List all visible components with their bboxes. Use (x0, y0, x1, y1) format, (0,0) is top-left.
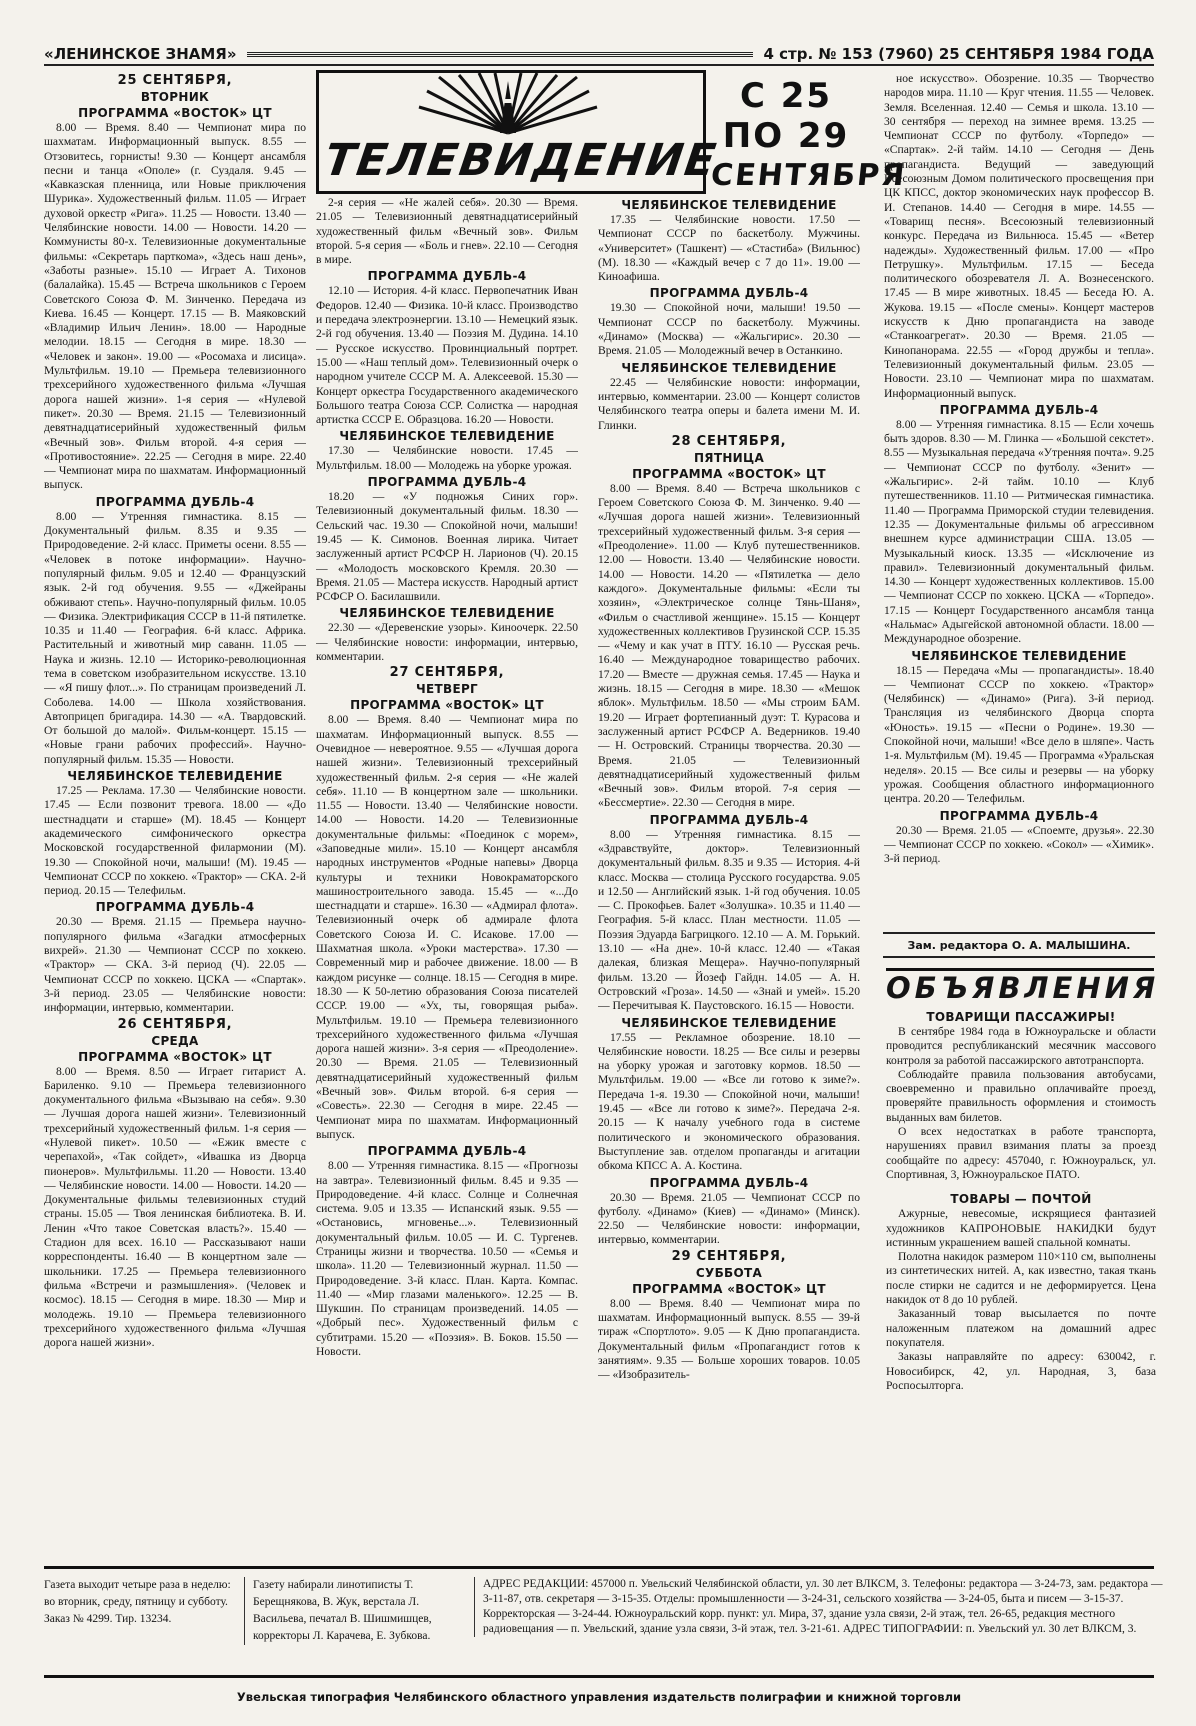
tv-logo-box (316, 70, 721, 194)
dates-range: С 25 ПО 29 (722, 76, 850, 156)
program-heading: ПРОГРАММА «ВОСТОК» ЦТ (78, 106, 272, 120)
weekday-heading: СУББОТА (695, 1265, 763, 1280)
masthead (44, 44, 1154, 66)
program-listing: 20.30 — Время. 21.15 — Премьера научно-популярного фильма «Загадки атмосферных вихрей». 21.30 — Чемпионат СССР по хоккею. «Трактор» — СКА. 3-й период (Ч). 22.05 — Чемпионат СССР по хоккею. ЦСКА — «Спартак». 3-й период. 23.05 — Челябинские новости: информации, интервью, комментарии. (44, 915, 306, 1015)
week-dates (709, 76, 909, 196)
program-heading: ПРОГРАММА «ВОСТОК» ЦТ (632, 1281, 826, 1296)
ad-text: Соблюдайте правила пользования автобусами, своевременно и правильно оплачивайте проезд, проверяйте правильность оформления и стоимость выданных вам билетов. (886, 1067, 1156, 1124)
program-heading: ЧЕЛЯБИНСКОЕ ТЕЛЕВИДЕНИЕ (339, 429, 555, 444)
masthead-rule (247, 52, 754, 57)
program-listing: 22.45 — Челябинские новости: информации, интервью, комментарии. 23.00 — Концерт солистов Челябинского театра оперы и балета имени М. И. Глинки. (598, 375, 860, 432)
publication-info: Газета выходит четыре раза в неделю: во вторник, среду, пятницу и субботу. Заказ № 4299. Тир. 13234. (44, 1579, 231, 1625)
day-heading: 25 СЕНТЯБРЯ, (117, 73, 233, 88)
ad-text: Заказы направляйте по адресу: 630042, г. Новосибирск, 42, ул. Народная, 3, база Роспосылторга. (886, 1350, 1156, 1392)
program-heading: ЧЕЛЯБИНСКОЕ ТЕЛЕВИДЕНИЕ (621, 1015, 837, 1030)
program-listing: 8.00 — Время. 8.40 — Чемпионат мира по шахматам. Информационный выпуск. 8.55 — Очевидное — невероятное. 9.55 — «Лучшая дорога нашей жизни». Телевизионный трехсерийный художественный фильм. 2-я серия — «Не жалей себя». 11.10 — В концертном зале — школьники. 11.55 — Новости. 13.40 — Челябинские новости. 14.00 — Новости. 14.20 — Телевизионные документальные фильмы: «Поединок с морем», «Заповедные мили». 15.10 — Концерт ансамбля народных инструментов «Родные напевы» Дворца культуры и техники Новокраматорского машиностроительного завода. 15.45 — «...До шестнадцати и старше». 16.30 — «Адмирал флота». Телевизионный очерк об адмирале флота Советского Союза И. С. Исакове. 17.00 — Шахматная школа. «Уроки мастерства». 17.30 — Современный мир и рабочее движение. 18.00 — В каждом рисунке — солнце. 18.15 — Сегодня в мире. 18.30 — К 50-летию образования Союза писателей СССР. 19.00 — «Ух, ты, говорящая рыба». Мультфильм. 19.10 — Премьера телевизионного трехсерийного художественного фильма «Лучшая дорога нашей жизни». 3-я серия — «Преодоление». 20.30 — Время. 21.05 — Телевизионный девятнадцатисерийный художественный фильм «Вечный зов». Фильм второй. 6-я серия — «Совесть». 22.30 — Сегодня в мире. 22.45 — Чемпионат мира по шахматам. Информационный выпуск. (316, 713, 578, 1141)
program-heading: ЧЕЛЯБИНСКОЕ ТЕЛЕВИДЕНИЕ (621, 198, 837, 212)
program-listing: 8.00 — Утренняя гимнастика. 8.15 — «Прогнозы на завтра». Телевизионный фильм. 8.45 и 9.35 — Природоведение. 4-й класс. Солнце и Солнечная система. 9.05 и 13.35 — Испанский язык. 9.55 — «Остановись, мгновенье...». Телевизионный документальный фильм. 10.05 — И. С. Тургенев. Страницы жизни и творчества. 10.50 — «Семья и школа». 11.20 — Телевизионный журнал. 11.50 — Природоведение. 3-й класс. План. Карта. Компас. 11.40 — «Мир глазами маленького». 12.25 — В. Шукшин. По страницам произведений. 14.05 — «Добрый пес». Художественный фильм с субтитрами. 15.20 — «Поэзия». В. Боков. 15.50 — Новости. (316, 1159, 578, 1359)
program-heading: ПРОГРАММА ДУБЛЬ-4 (649, 812, 809, 827)
ad-text: Заказанный товар высылается по почте наложенным платежом на домашний адрес покупателя. (886, 1307, 1156, 1349)
program-listing: 8.00 — Время. 8.40 — Чемпионат мира по шахматам. Информационный выпуск. 8.55 — 39-й тираж «Спортлото». 9.05 — К Дню пропагандиста. Документальный фильм «Пропагандист готов к занятиям». 9.35 — Больше хороших товаров. 10.05 — «Изобразитель- (598, 1296, 860, 1382)
program-listing: 18.15 — Передача «Мы — пропагандисты». 18.40 — Чемпионат СССР по хоккею. «Трактор» (Челябинск) — «Динамо» (Рига). 3-й период. Трансляция из челябинского Дворца спорта «Юность». 19.15 — «Песни о Родине». 19.30 — Спокойной ночи, малыши! «Все дело в шляпе». Часть 1-я. Мультфильм (М). 19.45 — Программа «Уральская неделя». 20.15 — Все силы и резервы — на уборку урожая. Сообщения областного информационного центра. 20.20 — Телефильм. (884, 663, 1154, 806)
program-listing: 17.35 — Челябинские новости. 17.50 — Чемпионат СССР по баскетболу. Мужчины. «Университет» (Ташкент) — «Стастиба» (Вильнюс) (М). 18.30 — «Каждый вечер с 7 до 11». 19.00 — Киноафиша. (598, 213, 860, 284)
program-listing: 17.30 — Челябинские новости. 17.45 — Мультфильм. 18.00 — Молодежь на уборке урожая. (316, 444, 578, 472)
program-heading: ПРОГРАММА ДУБЛЬ-4 (649, 1175, 809, 1190)
ad-text: О всех недостатках в работе транспорта, нарушениях правил взимания платы за проезд сообщайте по адресу: 457040, г. Южноуральск, ул. Спортивная, 3, Южноуральское ПАТО. (886, 1125, 1156, 1181)
column-3 (598, 196, 860, 1558)
program-heading: ПРОГРАММА ДУБЛЬ-4 (939, 402, 1099, 417)
program-heading: ПРОГРАММА ДУБЛЬ-4 (95, 900, 255, 915)
program-heading: ЧЕЛЯБИНСКОЕ ТЕЛЕВИДЕНИЕ (911, 648, 1127, 663)
printer-line: Увельская типография Челябинского областного управления издательств полиграфии и книжной торговли (236, 1690, 962, 1704)
deputy-editor: Зам. редактора О. А. МАЛЫШИНА. (883, 932, 1155, 958)
paper-title: «ЛЕНИНСКОЕ ЗНАМЯ» (44, 45, 237, 63)
column-1 (44, 72, 306, 1558)
editorial-address: АДРЕС РЕДАКЦИИ: 457000 п. Увельский Челябинской области, ул. 30 лет ВЛКСМ, 3. Телефоны: редактора — 3-24-73, зам. редактора — 3-11-87, отв. секретаря — 3-15-35. Отделы: промышленности — 3-24-31, сельского хозяйства — 3-24-05, быта и писем — 3-15-37. Корректорская — 3-24-44. Южноуральский корр. пункт: ул. Мира, 37, здание узла связи, 2-й этаж, тел. 26-65, редакция местного радиовещания — п. Увельский, здание узла связи, 3-й этаж, тел. 3-21-61. АДРЕС ТИПОГРАФИИ: п. Увельский ул. 30 лет ВЛКСМ, 3. (474, 1577, 1163, 1637)
program-listing: 2-я серия — «Не жалей себя». 20.30 — Время. 21.05 — Телевизионный девятнадцатисерийный художественный фильм «Вечный зов». Фильм второй. 5-я серия — «Боль и гнев». 22.10 — Сегодня в мире. (316, 196, 578, 267)
program-listing: 17.55 — Рекламное обозрение. 18.10 — Челябинские новости. 18.25 — Все силы и резервы на уборку урожая и заготовку кормов. 18.50 — Мультфильм. 19.00 — «Все ли готово к зиме?». Передача 1-я. 19.30 — Спокойной ночи, малыши! 19.45 — «Все ли готово к зиме?». Передача 2-я. 20.15 — К началу учебного года в системе политического и экономического образования. Выступление зав. отделом пропаганды и агитации обкома КПСС А. А. Костина. (598, 1030, 860, 1173)
day-heading: 27 СЕНТЯБРЯ, (389, 665, 505, 681)
weekday-heading: ПЯТНИЦА (693, 450, 765, 465)
program-heading: ПРОГРАММА «ВОСТОК» ЦТ (350, 698, 544, 713)
program-heading: ПРОГРАММА ДУБЛЬ-4 (367, 475, 527, 490)
issue-info: 4 стр. № 153 (7960) 25 СЕНТЯБРЯ 1984 ГОДА (763, 45, 1154, 63)
ad-text: В сентябре 1984 года в Южноуральске и области проводится республиканский месячник массового контроля за работой пассажирского автотранспорта. (886, 1025, 1156, 1067)
program-heading: ПРОГРАММА «ВОСТОК» ЦТ (78, 1049, 272, 1064)
staff-credits: Газету набирали линотиписты Т. Берещнякова, В. Жук, верстала Л. Васильева, печатал В. Шишмишцев, корректоры Л. Карачева, Е. Зубкова. (244, 1577, 473, 1645)
weekday-heading: СРЕДА (151, 1033, 199, 1048)
column-4 (884, 72, 1154, 926)
program-heading: ЧЕЛЯБИНСКОЕ ТЕЛЕВИДЕНИЕ (339, 606, 555, 621)
ad-text: Полотна накидок размером 110×110 см, выполнены из синтетических нитей. А, как известно, такая ткань после стирки не садится и не деформируется. Цена накидок от 8 до 10 рублей. (886, 1250, 1156, 1307)
program-listing: 12.10 — История. 4-й класс. Первопечатник Иван Федоров. 12.40 — Физика. 10-й класс. Производство и передача электроэнергии. 13.10 — Немецкий язык. 2-й год обучения. 13.40 — Поэзия М. Дудина. 14.10 — Русское искусство. Провинциальный портрет. 15.00 — «Наш теплый дом». Телевизионный очерк о народном учителе СССР М. А. Алексеевой. 15.30 — Концерт оркестра Государственного академического Большого театра Союза ССР. Солистка — народная артистка СССР Е. Образцова. 16.20 — Новости. (316, 284, 578, 427)
ad-heading: ТОВАРЫ — ПОЧТОЙ (950, 1192, 1092, 1207)
footer (44, 1566, 1163, 1678)
program-listing: 22.30 — «Деревенские узоры». Киноочерк. 22.50 — Челябинские новости: информации, интервью, комментарии. (316, 621, 578, 664)
day-heading: 29 СЕНТЯБРЯ, (671, 1248, 787, 1264)
program-heading: ПРОГРАММА ДУБЛЬ-4 (367, 1144, 527, 1159)
program-listing: 8.00 — Время. 8.40 — Встреча школьников с Героем Советского Союза Ф. М. Зинченко. 9.40 — «Лучшая дорога нашей жизни». Телевизионный трехсерийный художественный фильм. 3-я серия — «Преодоление». 11.00 — Клуб путешественников. 12.00 — Новости. 13.40 — Челябинские новости. 14.00 — Новости. 14.20 — «Пятилетка — дело каждого». Документальные фильмы: «Если ты хозяин», «Электрическое солнце Тянь-Шаня», «Фильм о счастливой женщине». 15.15 — Концерт художественных коллективов Грузинской ССР. 15.35 — «Чему и как учат в ПТУ. 16.10 — Русская речь. 16.40 — Международное товарищество рабочих. 17.20 — Вместе — дружная семья. 17.45 — Наука и жизнь. 18.15 — Сегодня в мире. 18.30 — «Мешок яблок». Мультфильм. 18.50 — «Мы строим БАМ. 19.20 — Играет фортепианный дуэт: Т. Курасова и заслуженный артист РСФСР А. Ведерников. 19.40 — Н. Островский. Страницы творчества. 20.30 — Время. 21.05 — Телевизионный девятнадцатисерийный художественный фильм «Вечный зов». Фильм второй. 7-я серия — «Бессмертие». 22.30 — Сегодня в мире. (598, 481, 860, 810)
program-heading: ПРОГРАММА «ВОСТОК» ЦТ (632, 466, 826, 481)
day-heading: 26 СЕНТЯБРЯ, (117, 1016, 233, 1032)
ads-title: ОБЪЯВЛЕНИЯ (886, 968, 1154, 1009)
weekday-heading: ЧЕТВЕРГ (416, 682, 478, 697)
program-heading: ЧЕЛЯБИНСКОЕ ТЕЛЕВИДЕНИЕ (621, 360, 837, 375)
program-listing: ное искусство». Обозрение. 10.35 — Творчество народов мира. 11.10 — Круг чтения. 11.55 — Человек. Земля. Вселенная. 12.40 — Семья и школа. 13.10 — 30 сентября — переход на зимнее время. 13.25 — Чемпионат СССР по футболу. «Торпедо» — «Спартак». 2-й тайм. 14.10 — Сегодня — День пропагандиста. Ведущий — заведующий Всесоюзным Домом политического просвещения при ЦК КПСС, доктор экономических наук профессор В. И. Степанов. 14.40 — Сегодня в мире. 14.55 — «Товарищ песня». Всесоюзный телевизионный конкурс. Передача из Вильнюса. 15.45 — «Ветер надежды». Художественный фильм. 17.00 — «Про Петрушку». Мультфильм. 17.15 — Беседа политического обозревателя Л. А. Вознесенского. 17.45 — В мире животных. 18.45 — Беседа Ю. А. Жукова. 19.15 — «После смены». Концерт мастеров искусств к Дню пропагандиста на заводе «Станкоагрегат». 20.30 — Время. 21.05 — Кинопанорама. 22.55 — «Город дружбы и тепла». Телевизионный документальный фильм. 23.05 — Новости. 23.10 — Чемпионат мира по шахматам. Информационный выпуск. (884, 72, 1154, 400)
program-listing: 20.30 — Время. 21.05 — Чемпионат СССР по футболу. «Динамо» (Киев) — «Динамо» (Минск). 22.50 — Челябинские новости: информации, интервью, комментарии. (598, 1190, 860, 1247)
program-heading: ЧЕЛЯБИНСКОЕ ТЕЛЕВИДЕНИЕ (67, 769, 283, 784)
program-listing: 8.00 — Утренняя гимнастика. 8.15 — «Здравствуйте, доктор». Телевизионный документальный фильм. 8.35 и 9.35 — История. 4-й класс. Москва — столица Русского государства. 9.05 и 12.50 — Английский язык. 1-й год обучения. 10.05 — С. Прокофьев. Балет «Золушка». 10.35 и 11.40 — География. 5-й класс. План местности. 11.05 — Поэзия Эдуарда Багрицкого. 12.10 — А. М. Горький. 13.10 — «На дне». 10-й класс. 12.40 — «Такая далекая, близкая Мещера». Научно-популярный фильм. 13.20 — Йозеф Гайдн. 14.05 — А. Н. Островский «Гроза». 14.50 — «Знай и умей». 15.20 — Перечитывая К. Паустовского. 16.15 — Новости. (598, 827, 860, 1013)
program-listing: 8.00 — Время. 8.40 — Чемпионат мира по шахматам. Информационный выпуск. 8.55 — Отзовитесь, горнисты! 9.30 — Концерт ансамбля песни и танца «Ополе» (г. Суздаля. 9.45 — «Кавказская пленница, или Новые приключения Шурика». Художественный фильм. 11.05 — Играет духовой оркестр «Рига». 11.25 — Новости. 13.40 — Челябинские новости. 14.00 — Новости. 14.20 — Коммунисты 80-х. Телевизионные документальные фильмы: «Секретарь парткома», «Здесь наш день», «Заботы разные». 15.10 — Играет А. Тихонов (балалайка). 15.45 — Встреча школьников с Героем Советского Союза Ф. М. Зинченко. Передача из Киева. 16.45 — Концерт. 17.15 — В. Маяковский «Владимир Ильич Ленин». 18.00 — Народные мелодии. 18.15 — Сегодня в мире. 18.30 — «Человек и закон». 19.00 — «Росомаха и лисица». Мультфильм. 19.10 — Премьера телевизионного трехсерийного художественного фильма «Лучшая дорога нашей жизни». 1-я серия — «Нулевой пикет». 20.30 — Время. 21.15 — Телевизионный девятнадцатисерийный художественный фильм «Вечный зов». Фильм второй. 4-я серия — «Противостояние». 22.25 — Сегодня в мире. 22.40 — Чемпионат мира по шахматам. Информационный выпуск. (44, 121, 306, 492)
program-listing: 19.30 — Спокойной ночи, малыши! 19.50 — Чемпионат СССР по баскетболу. Мужчины. «Динамо» (Москва) — «Жальгирис». 20.30 — Время. 21.05 — Молодежный вечер в Останкино. (598, 301, 860, 358)
ad-text: Ажурные, невесомые, искрящиеся фантазией художников КАПРОНОВЫЕ НАКИДКИ будут истинным украшением вашей спальной комнаты. (886, 1207, 1156, 1249)
program-listing: 8.00 — Утренняя гимнастика. 8.15 — Если хочешь быть здоров. 8.30 — М. Глинка — «Большой секстет». 8.55 — Музыкальная передача «Утренняя почта». 9.25 — Чемпионат СССР по футболу. «Зенит» — «Жальгирис». 2-й тайм. 10.10 — Клуб путешественников. 11.10 — Ритмическая гимнастика. 11.40 — Программа Приморской студии телевидения. 12.35 — Документальные фильмы об агрессивном внешнем курсе администрации США. 13.05 — Музыкальный киоск. 13.35 — «Исключение из правил». Телевизионный документальный фильм. 14.30 — Концерт художественных коллективов. 15.00 — Чемпионат СССР по хоккею. ЦСКА — «Торпедо». 17.15 — Концерт Государственного ансамбля танца «Нальмас» Адыгейской автономной области. 18.00 — Международное обозрение. (884, 417, 1154, 646)
tv-logo-text: ТЕЛЕВИДЕНИЕ (321, 135, 721, 186)
program-listing: 8.00 — Время. 8.50 — Играет гитарист А. Бариленко. 9.10 — Премьера телевизионного документального фильма «Вызываю на себя». 9.30 — Лучшая дорога нашей жизни». Телевизионный трехсерийный художественный фильм. 1-я серия — «Нулевой пикет». 10.50 — «Ежик вместе с черепахой», «Так сойдет», «Ивашка из Дворца пионеров». Мультфильмы. 11.20 — Новости. 13.40 — Челябинские новости. 14.00 — Новости. 14.20 — Документальные фильмы телевизионных студий страны. 15.05 — Твоя ленинская библиотека. В. И. Ленин «Что такое Советская власть?». 15.40 — Стадион для всех. 16.10 — Рассказывают наши корреспонденты. 16.40 — В концертном зале — школьники. 17.25 — Премьера телевизионного фильма «Встречи и размышления». (Человек и космос). 18.15 — Сегодня в мире. 18.30 — Мир и молодежь. 19.10 — Премьера телевизионного трехсерийного художественного фильма «Лучшая дорога нашей жизни». (44, 1064, 306, 1350)
dates-month: СЕНТЯБРЯ (709, 158, 909, 193)
program-heading: ПРОГРАММА ДУБЛЬ-4 (367, 269, 527, 284)
program-heading: ПРОГРАММА ДУБЛЬ-4 (939, 808, 1099, 823)
ad-heading: ТОВАРИЩИ ПАССАЖИРЫ! (926, 1010, 1116, 1024)
program-heading: ПРОГРАММА ДУБЛЬ-4 (649, 286, 809, 301)
ads-column (886, 1008, 1156, 1548)
day-heading: 28 СЕНТЯБРЯ, (671, 433, 787, 449)
program-listing: 17.25 — Реклама. 17.30 — Челябинские новости. 17.45 — Если позвонит тревога. 18.00 — «До шестнадцати и старше» (М). 18.45 — Концерт академического симфонического оркестра Московской государственной филармонии (М). 19.30 — Спокойной ночи, малыши! (М). 19.45 — Чемпионат СССР по хоккею. «Трактор» — СКА. 2-й период. 20.15 — Телефильм. (44, 784, 306, 898)
weekday-heading: ВТОРНИК (140, 90, 210, 104)
program-listing: 18.20 — «У подножья Синих гор». Телевизионный документальный фильм. 18.30 — Сельский час. 19.30 — Спокойной ночи, малыши! 19.45 — К. Симонов. Военная лирика. Читает заслуженный артист РСФСР Н. Ларионов (Ч). 20.15 — «Молодость московского Кремля. 20.30 — Время. 21.05 — Мастера искусств. Народный артист РСФСР О. Басилашвили. (316, 490, 578, 604)
column-2 (316, 196, 578, 1558)
program-listing: 8.00 — Утренняя гимнастика. 8.15 — Документальный фильм. 8.35 и 9.35 — Природоведение. 2-й класс. Приметы осени. 8.55 — «Человек в потоке информации». Научно-популярный фильм. 9.05 и 12.40 — Французский язык. 2-й год обучения. 9.55 — «Джейраны обживают степь». Научно-популярный фильм. 10.05 — Физика. Электрификация СССР в 11-й пятилетке. 10.35 и 11.40 — География. 6-й класс. Африка. Растительный и животный мир саванн. 11.05 — Наука и жизнь. 12.10 — Историко-революционная тема в советском изобразительном искусстве. 13.10 — «Я пишу флот...». По страницам произведений Л. Соболева. 14.00 — Школа хозяйствования. Автоприцеп бригадира. 14.30 — «А. Твардовский. От большой до малой». Фильм-концерт. 15.15 — «Новые грани рабочих профессий». Научно-популярный фильм. 15.35 — Новости. (44, 509, 306, 766)
program-heading: ПРОГРАММА ДУБЛЬ-4 (95, 494, 255, 509)
program-listing: 20.30 — Время. 21.05 — «Споемте, друзья». 22.30 — Чемпионат СССР по хоккею. «Сокол» — «Химик». 3-й период. (884, 823, 1154, 866)
